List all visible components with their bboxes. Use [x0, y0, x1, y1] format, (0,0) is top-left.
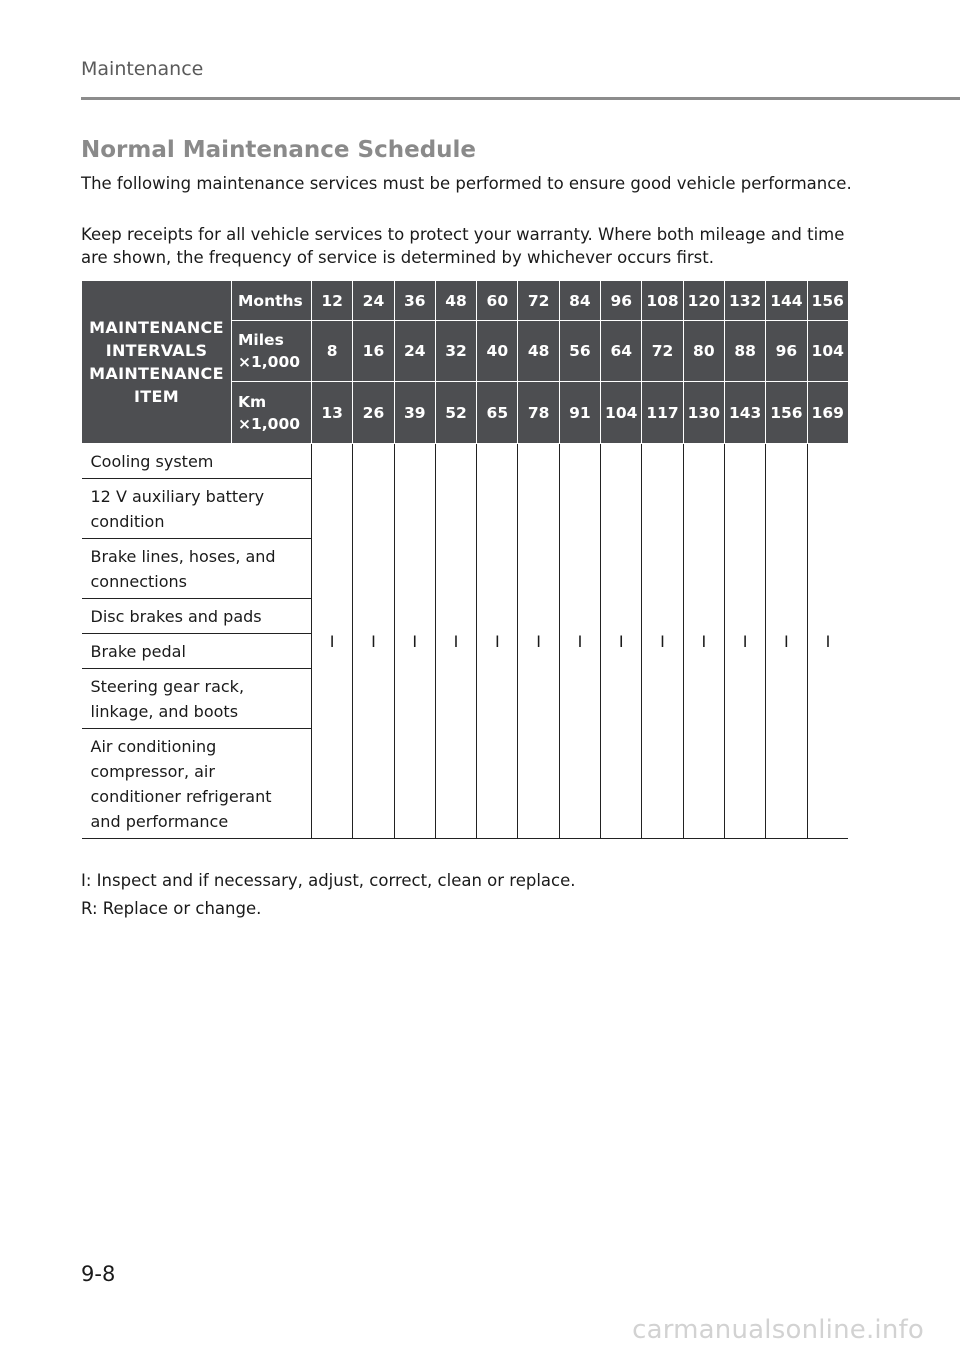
months-cell: 156 [807, 281, 848, 321]
miles-cell: 56 [559, 321, 600, 382]
km-cell: 117 [642, 382, 683, 444]
item-label: Steering gear rack, linkage, and boots [82, 669, 312, 729]
interval-mark: I [518, 444, 559, 839]
months-cell: 12 [312, 281, 353, 321]
km-cell: 39 [394, 382, 435, 444]
item-label: Disc brakes and pads [82, 599, 312, 634]
months-cell: 120 [683, 281, 724, 321]
interval-mark: I [394, 444, 435, 839]
months-cell: 108 [642, 281, 683, 321]
miles-cell: 48 [518, 321, 559, 382]
miles-cell: 32 [435, 321, 476, 382]
interval-mark: I [766, 444, 807, 839]
intro-paragraph-1: The following maintenance services must be performed to ensure good vehicle performance. [81, 174, 852, 193]
header-divider [81, 97, 960, 100]
miles-cell: 40 [477, 321, 518, 382]
miles-cell: 88 [724, 321, 765, 382]
legend-replace: R: Replace or change. [81, 899, 262, 918]
intro-paragraph-2: Keep receipts for all vehicle services to protect your warranty. Where both mileage and time are shown, the frequency of service is determined by whichever occurs first. [81, 225, 845, 267]
miles-cell: 16 [353, 321, 394, 382]
interval-mark: I [807, 444, 848, 839]
interval-mark: I [724, 444, 765, 839]
interval-mark: I [312, 444, 353, 839]
km-label: Km ×1,000 [232, 382, 312, 444]
legend-inspect: I: Inspect and if necessary, adjust, correct, clean or replace. [81, 871, 576, 890]
miles-cell: 104 [807, 321, 848, 382]
km-cell: 13 [312, 382, 353, 444]
page-number: 9-8 [81, 1262, 116, 1286]
interval-mark: I [477, 444, 518, 839]
miles-cell: 80 [683, 321, 724, 382]
miles-cell: 64 [601, 321, 642, 382]
miles-cell: 8 [312, 321, 353, 382]
months-cell: 60 [477, 281, 518, 321]
km-cell: 143 [724, 382, 765, 444]
header-row-months [82, 281, 849, 321]
km-cell: 78 [518, 382, 559, 444]
interval-mark: I [559, 444, 600, 839]
item-label: Cooling system [82, 444, 312, 479]
section-header: Maintenance [81, 58, 204, 80]
miles-cell: 96 [766, 321, 807, 382]
months-label: Months [232, 281, 312, 321]
months-cell: 96 [601, 281, 642, 321]
interval-mark: I [435, 444, 476, 839]
months-cell: 72 [518, 281, 559, 321]
km-cell: 169 [807, 382, 848, 444]
km-cell: 130 [683, 382, 724, 444]
months-cell: 144 [766, 281, 807, 321]
miles-cell: 72 [642, 321, 683, 382]
interval-mark: I [642, 444, 683, 839]
km-cell: 104 [601, 382, 642, 444]
months-cell: 84 [559, 281, 600, 321]
months-cell: 24 [353, 281, 394, 321]
watermark: carmanualsonline.info [632, 1315, 924, 1345]
km-cell: 91 [559, 382, 600, 444]
miles-cell: 24 [394, 321, 435, 382]
table-row [82, 444, 849, 479]
item-label: 12 V auxiliary battery condition [82, 479, 312, 539]
months-cell: 48 [435, 281, 476, 321]
months-cell: 132 [724, 281, 765, 321]
corner-header: MAINTENANCE INTERVALS MAINTENANCE ITEM [82, 281, 232, 444]
page-title: Normal Maintenance Schedule [81, 137, 477, 163]
km-cell: 52 [435, 382, 476, 444]
item-label: Brake pedal [82, 634, 312, 669]
item-label: Brake lines, hoses, and connections [82, 539, 312, 599]
interval-mark: I [683, 444, 724, 839]
interval-mark: I [353, 444, 394, 839]
months-cell: 36 [394, 281, 435, 321]
miles-label: Miles ×1,000 [232, 321, 312, 382]
interval-mark: I [601, 444, 642, 839]
km-cell: 26 [353, 382, 394, 444]
item-label: Air conditioning compressor, air conditioner refrigerant and performance [82, 729, 312, 839]
km-cell: 156 [766, 382, 807, 444]
maintenance-schedule-table [81, 280, 849, 839]
km-cell: 65 [477, 382, 518, 444]
